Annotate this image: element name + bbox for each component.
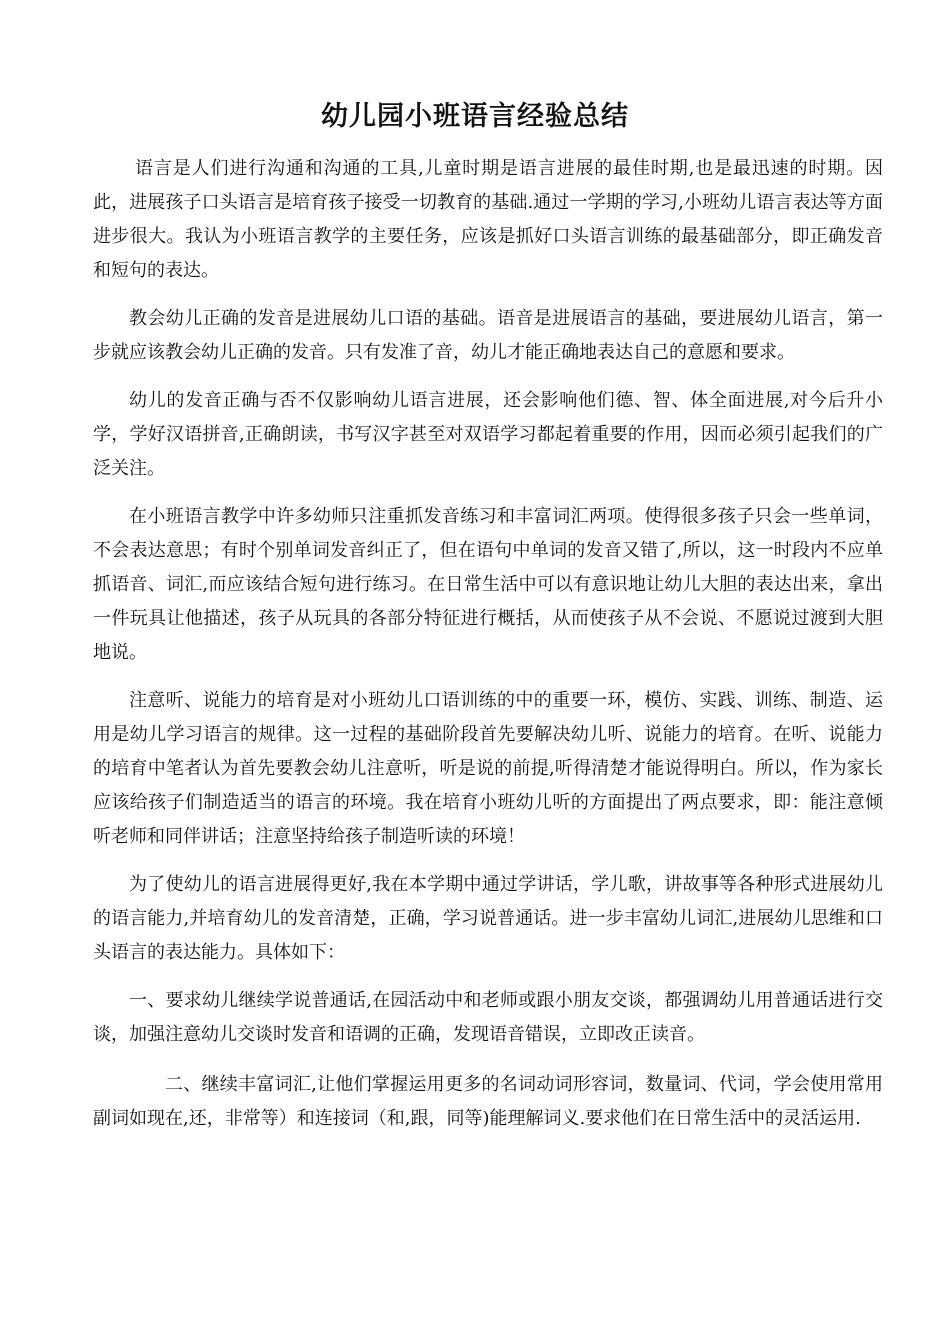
paragraph-8: 二、继续丰富词汇,让他们掌握运用更多的名词动词形容词，数量词、代词，学会使用常用副词如现在,还，非常等）和连接词（和,跟，同等)能理解词义.要求他们在日常生活中的灵活运用. bbox=[93, 1074, 883, 1129]
paragraph-1: 语言是人们进行沟通和沟通的工具,儿童时期是语言进展的最佳时期,也是最迅速的时期。因此，进展孩子口头语言是培育孩子接受一切教育的基础.通过一学期的学习,小班幼儿语言表达等方面进步很大。我认为小班语言教学的主要任务，应该是抓好口头语言训练的最基础部分，即正确发音和短句的表达。 bbox=[93, 158, 883, 281]
paragraph-6: 为了使幼儿的语言进展得更好,我在本学期中通过学讲话，学儿歌，讲故事等各种形式进展幼儿的语言能力,并培育幼儿的发音清楚，正确，学习说普通话。进一步丰富幼儿词汇,进展幼儿思维和口头语言的表达能力。具体如下： bbox=[93, 874, 883, 963]
paragraph-4: 在小班语言教学中许多幼师只注重抓发音练习和丰富词汇两项。使得很多孩子只会一些单词，不会表达意思；有时个别单词发音纠正了，但在语句中单词的发音又错了,所以，这一时段内不应单抓语音、词汇,而应该结合短句进行练习。在日常生活中可以有意识地让幼儿大胆的表达出来，拿出一件玩具让他描述，孩子从玩具的各部分特征进行概括，从而使孩子从不会说、不愿说过渡到大胆地说。 bbox=[93, 506, 883, 663]
document-body bbox=[93, 152, 883, 1136]
paragraph-2: 教会幼儿正确的发音是进展幼儿口语的基础。语音是进展语言的基础，要进展幼儿语言，第一步就应该教会幼儿正确的发音。只有发准了音，幼儿才能正确地表达自己的意愿和要求。 bbox=[93, 308, 883, 363]
paragraph-5: 注意听、说能力的培育是对小班幼儿口语训练的中的重要一环，模仿、实践、训练、制造、运用是幼儿学习语言的规律。这一过程的基础阶段首先要解决幼儿听、说能力的培育。在听、说能力的培育中笔者认为首先要教会幼儿注意听，听是说的前提,听得清楚才能说得明白。所以，作为家长应该给孩子们制造适当的语言的环境。我在培育小班幼儿听的方面提出了两点要求，即：能注意倾听老师和同伴讲话；注意坚持给孩子制造听读的环境！ bbox=[93, 690, 883, 847]
document-title: 幼儿园小班语言经验总结 bbox=[321, 101, 629, 132]
paragraph-7: 一、要求幼儿继续学说普通话,在园活动中和老师或跟小朋友交谈，都强调幼儿用普通话进行交谈，加强注意幼儿交谈时发音和语调的正确，发现语音错误，立即改正读音。 bbox=[93, 990, 883, 1045]
paragraph-3: 幼儿的发音正确与否不仅影响幼儿语言进展，还会影响他们德、智、体全面进展,对今后升小学，学好汉语拼音,正确朗读，书写汉字甚至对双语学习都起着重要的作用，因而必须引起我们的广泛关注。 bbox=[93, 390, 883, 479]
